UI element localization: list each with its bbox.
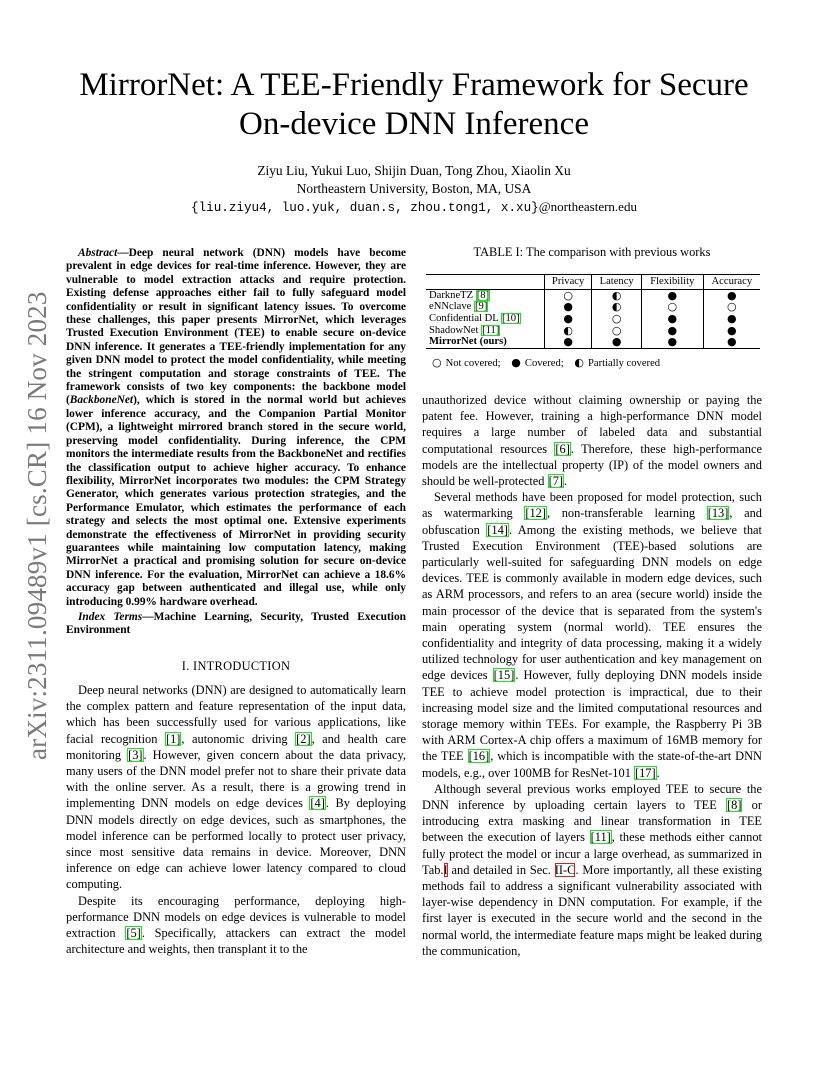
right-paragraph-3	[422, 781, 762, 959]
method-name	[426, 313, 544, 325]
table-header-privacy: Privacy	[544, 275, 591, 290]
text-span: unauthorized device without claiming ownership or paying the patent fee. However, training a high-performance DNN model requires a large number of labeled data and substantial computational resources	[422, 392, 762, 456]
privacy-mark: ○	[544, 289, 591, 301]
abstract-backbone-term: BackboneNet	[69, 394, 134, 407]
latency-mark: ○	[592, 313, 642, 325]
text-span: . However, given concern about the data privacy, many users of the DNN model prefer not to share their private data with the online server. As a result, there is a growing trend in implementing DNN models on edge devices	[66, 747, 406, 811]
table-header-accuracy: Accuracy	[703, 275, 760, 290]
latency-mark: ○	[592, 325, 642, 337]
latency-mark: ●	[592, 336, 642, 348]
citation-link[interactable]: [11]	[590, 830, 611, 845]
flexibility-mark: ●	[641, 313, 703, 325]
text-span: . By deploying DNN models directly on edge devices, such as smartphones, the model inference can be performed locally to protect user privacy, since most sensitive data remains in device. Moreover, DNN inference on edge can achieve lower latency compared to cloud computing.	[66, 796, 406, 892]
affiliation: Northeastern University, Boston, MA, USA	[296, 181, 532, 196]
right-paragraph-1	[422, 392, 762, 489]
section-title-rest: NTRODUCTION	[197, 658, 291, 673]
text-span: . Specifically, attackers can extract the model architecture and weights, then transplant it to the	[66, 926, 406, 957]
intro-paragraph-1	[66, 682, 406, 893]
latency-mark: ◐	[592, 289, 642, 301]
citation-link[interactable]: [14]	[487, 522, 508, 537]
citation-link[interactable]: [10]	[501, 312, 520, 324]
method-label: Confidential DL	[429, 312, 501, 324]
flexibility-mark: ●	[641, 289, 703, 301]
left-column	[66, 247, 406, 957]
method-name	[426, 336, 544, 348]
method-label: MirrorNet (ours)	[429, 336, 507, 348]
text-span: or introducing extra masking and linear transformation in TEE between the execution of layers	[422, 798, 762, 845]
flexibility-mark: ●	[641, 336, 703, 348]
email-domain: @northeastern.edu	[538, 199, 637, 214]
accuracy-mark: ○	[703, 301, 760, 313]
abstract-text: —Deep neural network (DNN) models have become prevalent in edge devices for real-time inference. However, they are vulnerable to model extraction attacks and require protection. Existing defense approaches either fail to fully safeguard model confidentiality or result in significant latency issues. To overcome these challenges, this paper presents MirrorNet, which leverages Trusted Execution Environment (TEE) to enable secure on-device DNN inference. It generates a TEE-friendly implementation for any given DNN model to protect the model confidentiality, while meeting the stringent computation and storage constraints of TEE. The framework consists of two key components: the backbone model (	[66, 247, 406, 407]
index-terms-text: —Machine Learning, Security, Trusted Execution Environment	[66, 610, 406, 637]
citation-link[interactable]: [12]	[525, 506, 547, 521]
accuracy-mark: ●	[703, 336, 760, 348]
text-span: . Therefore, these high-performance models are the intellectual property (IP) of the model owners and should be well-protected	[422, 441, 762, 488]
index-terms	[66, 611, 406, 638]
citation-link[interactable]: [7]	[548, 473, 564, 488]
privacy-mark: ●	[544, 336, 591, 348]
citation-link[interactable]: [5]	[126, 926, 141, 941]
email-usernames: {liu.ziyu4, luo.yuk, duan.s, zhou.tong1, x.xu}	[191, 201, 539, 215]
citation-link[interactable]: [13]	[707, 506, 729, 521]
text-span: , which is incompatible with the state-of-the-art DNN models, e.g., over 100MB for ResNet-101	[422, 749, 762, 780]
text-span: , autonomic driving	[181, 731, 296, 746]
method-name	[426, 301, 544, 313]
flexibility-mark: ○	[641, 301, 703, 313]
title-line-1: MirrorNet: A TEE-Friendly Framework for Secure	[79, 67, 749, 103]
citation-link[interactable]: [3]	[128, 747, 143, 762]
text-span: , non-transferable learning	[547, 506, 707, 521]
index-terms-label: Index Terms	[78, 610, 143, 623]
table-reference-link[interactable]: I	[443, 862, 448, 877]
legend-label: Not covered;	[445, 357, 501, 369]
accuracy-mark: ●	[703, 289, 760, 301]
method-label: DarkneTZ	[429, 289, 476, 301]
not-covered-icon: ○	[432, 355, 442, 369]
table-header-flexibility: Flexibility	[641, 275, 703, 290]
text-span: . Among the existing methods, we believe that Trusted Execution Environment (TEE)-based solutions are particularly well-suited for safeguarding DNN models on edge devices. TEE is commonly available in modern edge devices, such as ARM processors, and refers to an area (secure world) inside the main processor of the device that is separated from the system's main operating system (normal world). TEE ensures the confidentiality and integrity of data processing, making it a widely utilized technology for user authentication and key management on edge devices	[422, 522, 762, 683]
privacy-mark: ●	[544, 313, 591, 325]
table-row	[426, 289, 760, 301]
text-span: . More importantly, all these existing methods fail to address a significant vulnerability associated with layer-wise dependency in DNN computation. For example, if the first layer is executed in the secure world and the second in the normal world, the intermediate feature maps might be leaked during the communication,	[422, 862, 762, 958]
method-label: eNNclave	[429, 301, 474, 313]
citation-link[interactable]: [1]	[165, 731, 181, 746]
section-heading-introduction	[66, 658, 406, 674]
text-span: , and health care monitoring	[66, 731, 406, 762]
table-row-mirrornet	[426, 336, 760, 348]
section-reference-link[interactable]: II-C	[554, 862, 576, 877]
section-title-initial: I	[193, 658, 198, 673]
table-header-row	[426, 275, 760, 290]
citation-link[interactable]: [9]	[475, 301, 488, 313]
citation-link[interactable]: [11]	[482, 324, 500, 336]
method-name	[426, 325, 544, 337]
abstract-label: Abstract	[78, 247, 118, 259]
accuracy-mark: ●	[703, 313, 760, 325]
comparison-table	[426, 274, 760, 349]
citation-link[interactable]: [17]	[634, 765, 656, 780]
right-column	[422, 247, 762, 959]
table-row	[426, 325, 760, 337]
citation-link[interactable]: [6]	[555, 441, 570, 456]
method-label: ShadowNet	[429, 324, 482, 336]
text-span: Deep neural networks (DNN) are designed to automatically learn the complex pattern and feature representation of the input data, which has been successfully used for various applications, like facial recognition	[66, 682, 406, 746]
table-header-latency: Latency	[592, 275, 642, 290]
table-row	[426, 301, 760, 313]
author-emails	[60, 199, 768, 215]
author-list: Ziyu Liu, Yukui Luo, Shijin Duan, Tong Zhou, Xiaolin Xu	[257, 163, 571, 178]
section-number: I.	[181, 658, 193, 673]
abstract-text-2: ), which is stored in the normal world but achieves lower inference accuracy, and the Companion Partial Monitor (CPM), a lightweight mirrored branch stored in the secure world, preserving model confidentiality. During inference, the CPM monitors the intermediate results from the BackboneNet and rectifies the classification output to achieve higher accuracy. To enhance flexibility, MirrorNet incorporates two modules: the CPM Strategy Generator, which generates various protection strategies, and the Performance Emulator, which estimates the performance of each strategy and selects the most optimal one. Extensive experiments demonstrate the effectiveness of MirrorNet in providing security guarantees while maintaining low computation latency, making MirrorNet a practical and promising solution for secure on-device DNN inference. For the evaluation, MirrorNet can achieve a 18.6% accuracy gap between authenticated and illegal use, while only introducing 0.99% hardware overhead.	[66, 394, 406, 608]
method-name	[426, 289, 544, 301]
citation-link[interactable]: [8]	[727, 798, 742, 813]
right-paragraph-2	[422, 489, 762, 781]
citation-link[interactable]: [2]	[296, 731, 311, 746]
partially-covered-icon: ◐	[574, 355, 584, 369]
abstract	[66, 247, 406, 609]
table-legend	[432, 355, 762, 372]
accuracy-mark: ●	[703, 325, 760, 337]
title-line-2: On-device DNN Inference	[239, 106, 589, 142]
text-span: , these methods either cannot fully protect the model or incur a large overhead, as summarized in Tab.	[422, 830, 763, 877]
text-span: , and obfuscation	[422, 506, 762, 537]
citation-link[interactable]: [15]	[493, 668, 515, 683]
text-span: . However, fully deploying DNN models inside TEE to achieve model protection is impractical, due to their increasing model size and the limited computational resources and storage memory within TEEs. For example, the Raspberry Pi 3B with ARM Cortex-A chip offers a maximum of 16MB memory for the TEE	[422, 668, 762, 764]
text-span: Although several previous works employed TEE to secure the DNN inference by uploading certain layers to TEE	[422, 781, 762, 813]
text-span: and detailed in Sec.	[447, 862, 555, 877]
text-span: .	[564, 473, 568, 488]
table-header-cell	[426, 275, 544, 290]
latency-mark: ◐	[592, 301, 642, 313]
citation-link[interactable]: [8]	[476, 289, 490, 301]
table-row	[426, 313, 760, 325]
text-span: Several methods have been proposed for model protection, such as watermarking	[422, 490, 762, 521]
intro-paragraph-2	[66, 893, 406, 958]
table-caption: TABLE I: The comparison with previous works	[473, 245, 711, 259]
flexibility-mark: ●	[641, 325, 703, 337]
text-span: Despite its encouraging performance, deploying high-performance DNN models on edge devices is vulnerable to model extraction	[66, 893, 406, 941]
citation-link[interactable]: [16]	[468, 749, 490, 764]
privacy-mark: ◐	[544, 325, 591, 337]
legend-label: Covered;	[524, 357, 564, 369]
arxiv-identifier: arXiv:2311.09489v1 [cs.CR] 16 Nov 2023	[22, 291, 52, 760]
legend-label: Partially covered	[588, 357, 661, 369]
covered-icon: ●	[511, 355, 521, 369]
paper-title	[60, 66, 768, 144]
privacy-mark: ●	[544, 301, 591, 313]
text-span: .	[656, 765, 660, 780]
citation-link[interactable]: [4]	[310, 796, 325, 811]
